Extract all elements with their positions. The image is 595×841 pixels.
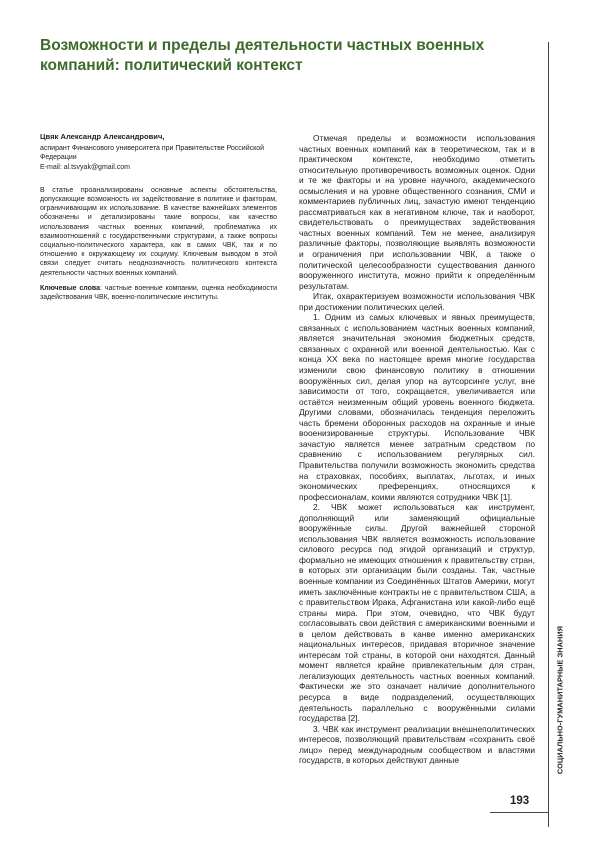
body-paragraph: Итак, охарактеризуем возможности использования ЧВК при достижении политических целей. — [299, 291, 535, 312]
body-paragraph: 1. Одним из самых ключевых и явных преимуществ, связанных с использованием частных военных компаний, является значительная экономия бюджетных средств, связанных с охранной или военной деятельностью. Как с конца XX века по настоящее время многие государства изменили свою финансовую политику в отношении вооружённых сил, делая упор на аутсорсинге услуг, вне зависимости от того, сокращается, увеличивается или остаётся неизменным общий уровень военного бюджета. Другими словами, обозначилась тенденция переложить часть бремени оборонных расходов на охранные и иные вооенизированные структуры. Использование ЧВК зачастую является менее затратным средством по сравнению с использованием регулярных сил. Правительства получили возможность экономить средства на страховках, пособиях, выплатах, льготах, и иных экономических преференциях, относящихся к профессионалам, коими являются сотрудники ЧВК [1]. — [299, 312, 535, 502]
abstract: В статье проанализированы основные аспекты обстоятельства, допускающие возможность их задействование в политике и факторам, ограничивающим их использование. В качестве важнейших элементов обозначены и детализированы такие вопросы, как качество использования частных военных компаний, проблематика их взаимоотношений с государственными структурами, а также вопросы социально-политического характера, как в самих ЧВК, так и по отношению к окружающему их социуму. Ключевым выводом в этой связи следует считать неоднозначность политического контекста деятельности частных военных компаний. — [40, 186, 277, 277]
body-paragraph: 2. ЧВК может использоваться как инструмент, дополняющий или заменяющий официальные вооружённые силы. Другой важнейшей стороной использования ЧВК является возможность использование силового ресурса под эгидой организаций и структур, формально не имеющих отношения к правительству стран, в которых эти организации были созданы. Так, частные военные компании из Соединённых Штатов Америки, могут иметь заключённые контракты не с правительством США, а с правительством Ирака, Афганистана или какой-либо ещё страны мира. При этом, очевидно, что ЧВК будут согласовывать свои действия с американскими военными и в целом действовать в канве именно американских национальных интересов, придавая вторичное значение интересам той страны, в которой они находятся. Данный момент является крайне привлекательным для стран, легализующих деятельность частных военных компаний. Фактически же это означает наличие дополнительного ресурса в виде подразделений, осуществляющих деятельность параллельно с вооружёнными силами государства [2]. — [299, 502, 535, 724]
page-number-rule — [490, 812, 548, 813]
section-label-text: СОЦИАЛЬНО-ГУМАНИТАРНЫЕ ЗНАНИЯ — [555, 625, 565, 775]
body-paragraph: 3. ЧВК как инструмент реализации внешнеполитических интересов, позволяющий правительствам «сохранить своё лицо» перед международным сообществом и властями государств, в которых действуют данные — [299, 723, 535, 766]
author-email: E-mail: al.tsvyak@gmail.com — [40, 163, 130, 171]
author-affiliation: аспирант Финансового университета при Правительстве Российской Федерации — [40, 145, 265, 162]
author-name: Цвяк Александр Александрович, — [40, 132, 165, 141]
section-label — [552, 585, 568, 815]
keywords-label: Ключевые слова — [40, 284, 101, 292]
sidebar-divider — [548, 42, 549, 827]
article-title: Возможности и пределы деятельности частных военных компаний: политический контекст — [40, 37, 485, 74]
page-number: 193 — [510, 795, 530, 807]
body-paragraph: Отмечая пределы и возможности использования частных военных компаний как в теоретическом, так и в практическом контексте, необходимо отметить относительную противоречивость возможных оценок. Одни и те же факторы и на уровне научного, академического осмысления и на уровне общественного сознания, СМИ и комментариев публичных лиц, зачастую имеют тенденцию рассматриваться как в негативном ключе, так и наоборот, свидетельствовать о преимуществах задействования частных военных компаний. Тем не менее, анализируя различные факторы, позволяющие выявлять возможности и ограничения при использовании ЧВК, а также о политической целесообразности существования данного вооруженного института, можно прийти к определённым результатам. — [299, 133, 535, 291]
article-meta-column — [40, 132, 277, 302]
keywords-text: : частные военные компании, оценка необходимости задействования ЧВК, военно-политические институты. — [40, 284, 278, 302]
article-body — [299, 133, 535, 766]
keywords — [40, 284, 277, 302]
